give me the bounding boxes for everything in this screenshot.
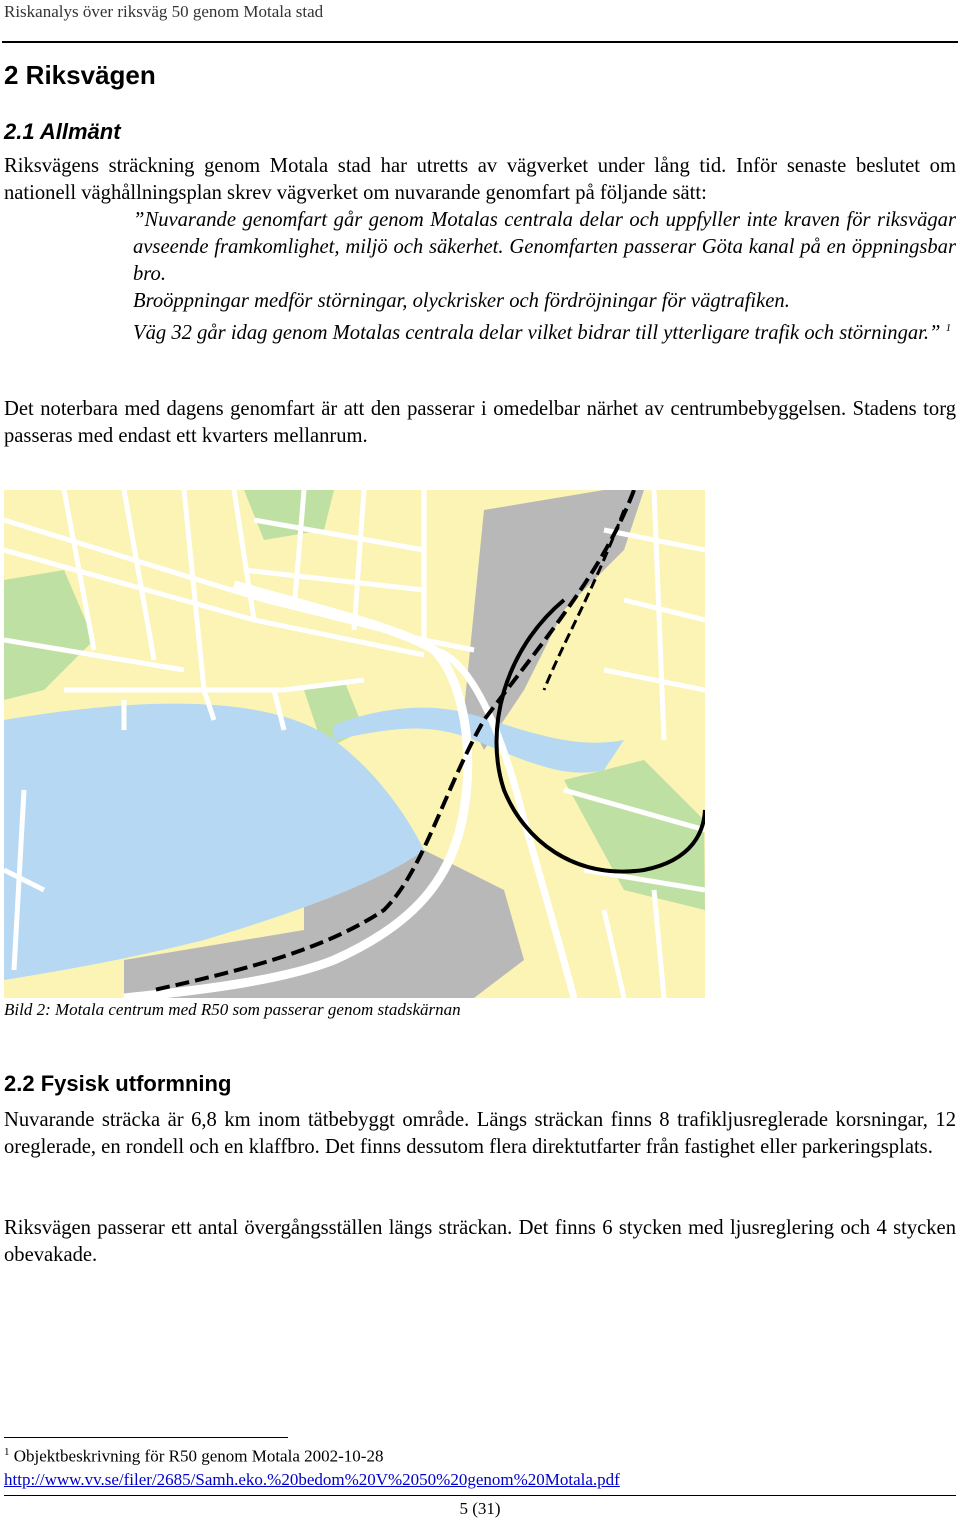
footnote — [4, 1446, 383, 1467]
quote-paragraph-1: ”Nuvarande genomfart går genom Motalas centrala delar och uppfyller inte kraven för riksvägar avseende framkomlighet, miljö och säkerhet. Genomfarten passerar Göta kanal på en öppningsbar bro. — [133, 209, 956, 285]
chapter-heading: 2 Riksvägen — [4, 60, 156, 90]
intro-paragraph: Riksvägens sträckning genom Motala stad har utretts av vägverket under lång tid. Inför senaste beslutet om nationell väghållningsplan skrev vägverket om nuvarande genomfart på följande sätt: — [4, 155, 956, 204]
page-number: 5 (31) — [459, 1499, 501, 1518]
footnote-link[interactable]: http://www.vv.se/filer/2685/Samh.eko.%20bedom%20V%2050%20genom%20Motala.pdf — [4, 1470, 620, 1489]
quote-paragraph-2: Broöppningar medför störningar, olyckrisker och fördröjningar för vägtrafiken. — [133, 290, 790, 312]
paragraph-overgangsstallen: Riksvägen passerar ett antal övergångsställen längs sträckan. Det finns 6 stycken med ljusreglering och 4 stycken obevakade. — [4, 1217, 956, 1266]
paragraph-genomfart: Det noterbara med dagens genomfart är att den passerar i omedelbar närhet av centrumbebyggelsen. Stadens torg passeras med endast ett kvarters mellanrum. — [4, 398, 956, 447]
page-footer-divider — [4, 1495, 956, 1496]
running-header: Riskanalys över riksväg 50 genom Motala stad — [4, 2, 324, 21]
map-image — [4, 490, 705, 998]
footnote-reference[interactable]: 1 — [945, 322, 952, 334]
paragraph-stracka: Nuvarande sträcka är 6,8 km inom tätbebyggt område. Längs sträckan finns 8 trafikljusreglerade korsningar, 12 oreglerade, en rondell och en klaffbro. Det finns dessutom flera direktutfarter från fastighet eller parkeringsplats. — [4, 1109, 956, 1158]
footnote-text: Objektbeskrivning för R50 genom Motala 2002-10-28 — [13, 1446, 384, 1466]
section-heading-fysisk: 2.2 Fysisk utformning — [4, 1071, 232, 1096]
header-divider — [2, 41, 958, 43]
footnote-divider — [4, 1437, 288, 1438]
quote-text: Väg 32 går idag genom Motalas centrala delar vilket bidrar till ytterligare trafik och störningar.” — [133, 321, 941, 344]
figure-caption: Bild 2: Motala centrum med R50 som passerar genom stadskärnan — [4, 1000, 461, 1019]
section-heading-allmant: 2.1 Allmänt — [4, 119, 121, 144]
map-figure — [4, 490, 705, 998]
quote-paragraph-3 — [133, 315, 956, 347]
footnote-number: 1 — [4, 1446, 10, 1458]
